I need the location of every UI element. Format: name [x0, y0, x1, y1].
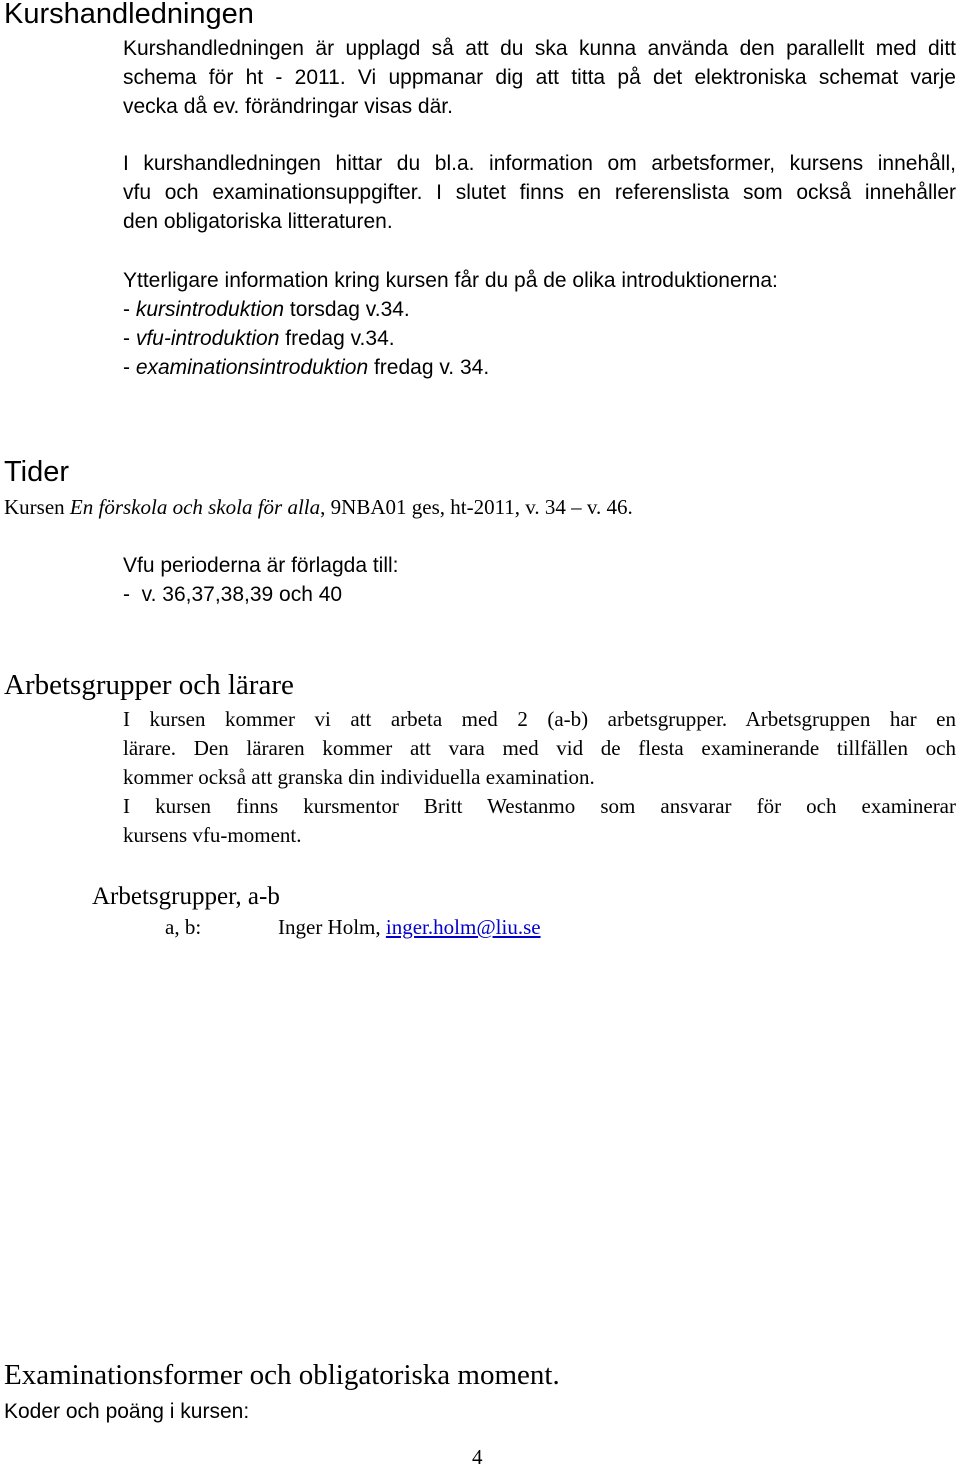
intro-name: examinationsintroduktion: [135, 356, 369, 379]
text-line: kursens vfu-moment.: [123, 823, 302, 847]
teacher-name: Inger Holm,: [278, 915, 386, 939]
intro-list-item: - kursintroduktion torsdag v.34.: [123, 298, 410, 321]
text-line: I kursen finns kursmentor Britt Westanmo som ansvarar för och examinerar: [123, 794, 956, 818]
vfu-label: Vfu perioderna är förlagda till:: [123, 554, 399, 577]
vfu-weeks: - v. 36,37,38,39 och 40: [123, 583, 343, 606]
text-line: schema för ht - 2011. Vi uppmanar dig att titta på det elektroniska schemat varje: [123, 66, 956, 89]
text-line: kommer också att granska din individuella examination.: [123, 765, 595, 789]
teacher-contact: [278, 913, 541, 942]
paragraph-arbetsgrupper: [123, 705, 956, 850]
text-line: vfu och examinationsuppgifter. I slutet finns en referenslista som också innehåller: [123, 181, 956, 204]
teacher-email-link[interactable]: inger.holm@liu.se: [385, 915, 541, 939]
text-line: den obligatoriska litteraturen.: [123, 210, 393, 233]
course-name: En förskola och skola för alla: [69, 495, 321, 519]
intro-list-item: - examinationsintroduktion fredag v. 34.: [123, 356, 490, 379]
heading-arbetsgrupper: Arbetsgrupper och lärare: [4, 669, 294, 701]
paragraph-introductions: [123, 266, 956, 382]
text-line: I kurshandledningen hittar du bl.a. information om arbetsformer, kursens innehåll,: [123, 152, 956, 175]
heading-examinationsformer: Examinationsformer och obligatoriska moment.: [4, 1359, 560, 1391]
text-line: Kurshandledningen är upplagd så att du ska kunna använda den parallellt med ditt: [123, 37, 956, 60]
intro-name: vfu-introduktion: [135, 327, 280, 350]
codes-and-credits-label: Koder och poäng i kursen:: [4, 1400, 250, 1423]
subheading-arbetsgrupper-ab: Arbetsgrupper, a-b: [92, 883, 280, 910]
text-line: Ytterligare information kring kursen får du på de olika introduktionerna:: [123, 269, 778, 292]
group-label: a, b:: [165, 915, 202, 939]
paragraph-intro: [123, 34, 956, 121]
course-period: Kursen En förskola och skola för alla, 9NBA01 ges, ht-2011, v. 34 – v. 46.: [4, 495, 633, 519]
text-line: vecka då ev. förändringar visas där.: [123, 95, 453, 118]
heading-kurshandledningen: Kurshandledningen: [4, 0, 254, 30]
paragraph-content: [123, 149, 956, 236]
intro-name: kursintroduktion: [135, 298, 285, 321]
text-line: lärare. Den läraren kommer att vara med vid de flesta examinerande tillfällen och: [123, 736, 956, 760]
text-line: I kursen kommer vi att arbeta med 2 (a-b) arbetsgrupper. Arbetsgruppen har en: [123, 707, 956, 731]
heading-tider: Tider: [4, 456, 69, 488]
page-number: 4: [472, 1445, 483, 1469]
intro-list-item: - vfu-introduktion fredag v.34.: [123, 327, 395, 350]
